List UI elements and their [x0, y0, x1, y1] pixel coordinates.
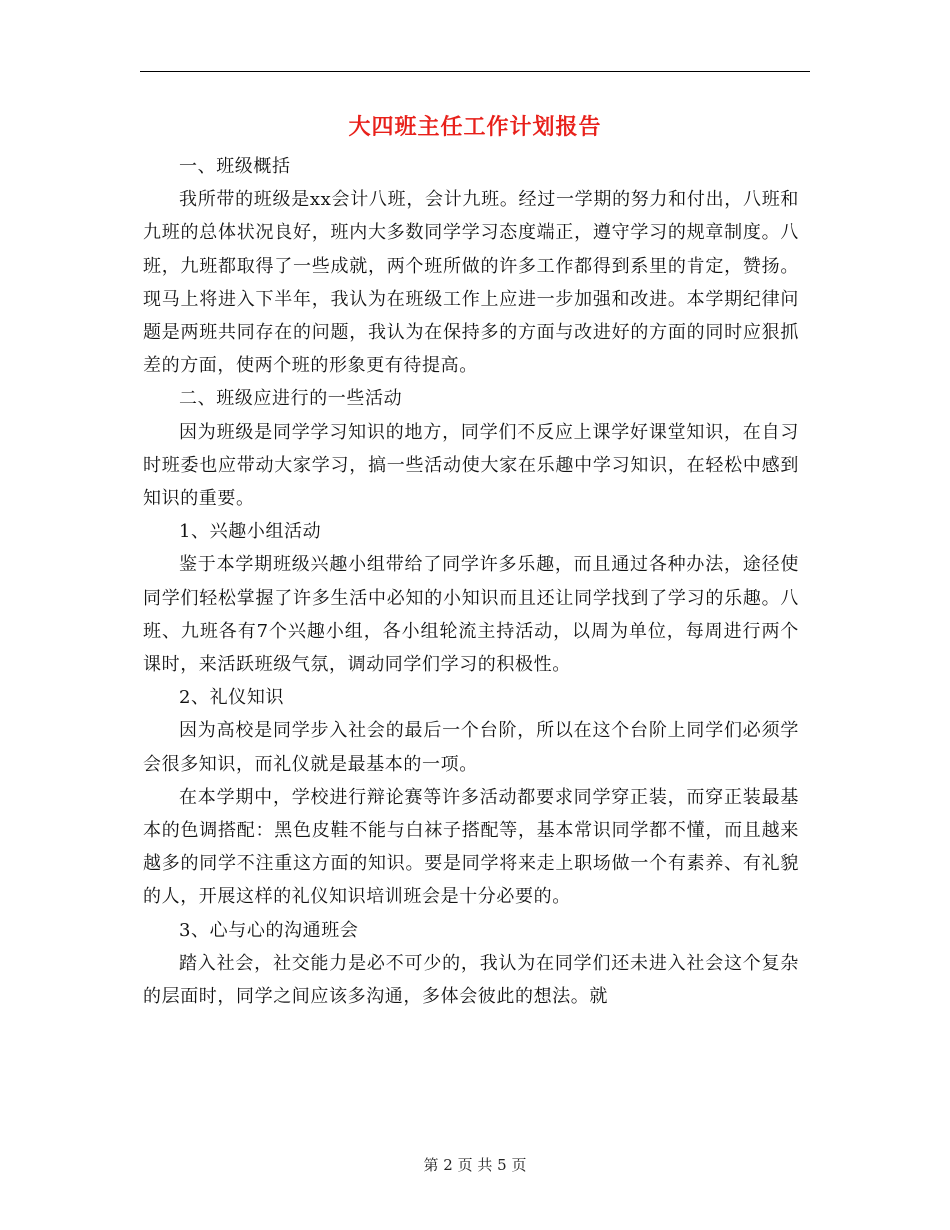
paragraph-overview: 我所带的班级是xx会计八班，会计九班。经过一学期的努力和付出，八班和九班的总体状况良好，班内大多数同学学习态度端正，遵守学习的规章制度。八班，九班都取得了一些成就，两个班所做的许多工作都得到系里的肯定，赞扬。现马上将进入下半年，我认为在班级工作上应进一步加强和改进。本学期纪律问题是两班共同存在的问题，我认为在保持多的方面与改进好的方面的同时应狠抓差的方面，使两个班的形象更有待提高。 [143, 189, 799, 377]
page-footer: 第 2 页 共 5 页 [423, 1156, 527, 1174]
paragraph-activities: 因为班级是同学学习知识的地方，同学们不反应上课学好课堂知识，在自习时班委也应带动大家学习，搞一些活动使大家在乐趣中学习知识，在轻松中感到知识的重要。 [143, 421, 799, 510]
paragraph-communication: 踏入社会，社交能力是必不可少的，我认为在同学们还未进入社会这个复杂的层面时，同学之间应该多沟通，多体会彼此的想法。就 [143, 952, 799, 1008]
section-heading-activities: 二、班级应进行的一些活动 [179, 388, 403, 410]
paragraph-etiquette-2: 在本学期中，学校进行辩论赛等许多活动都要求同学穿正装，而穿正装最基本的色调搭配：黑色皮鞋不能与白袜子搭配等，基本常识同学都不懂，而且越来越多的同学不注重这方面的知识。要是同学将来走上职场做一个有素养、有礼貌的人，开展这样的礼仪知识培训班会是十分必要的。 [143, 786, 799, 908]
subheading-etiquette: 2、礼仪知识 [179, 687, 285, 709]
document-title: 大四班主任工作计划报告 [348, 114, 602, 140]
subheading-interest-groups: 1、兴趣小组活动 [179, 521, 322, 543]
subheading-communication: 3、心与心的沟通班会 [179, 919, 359, 941]
header-rule [140, 71, 810, 72]
paragraph-interest-groups: 鉴于本学期班级兴趣小组带给了同学许多乐趣，而且通过各种办法，途径使同学们轻松掌握了许多生活中必知的小知识而且还让同学找到了学习的乐趣。八班、九班各有7个兴趣小组，各小组轮流主持活动，以周为单位，每周进行两个课时，来活跃班级气氛，调动同学们学习的积极性。 [143, 554, 799, 676]
section-heading-overview: 一、班级概括 [179, 156, 291, 177]
document-body [143, 150, 799, 1013]
paragraph-etiquette-1: 因为高校是同学步入社会的最后一个台阶，所以在这个台阶上同学们必须学会很多知识，而礼仪就是最基本的一项。 [143, 720, 799, 775]
